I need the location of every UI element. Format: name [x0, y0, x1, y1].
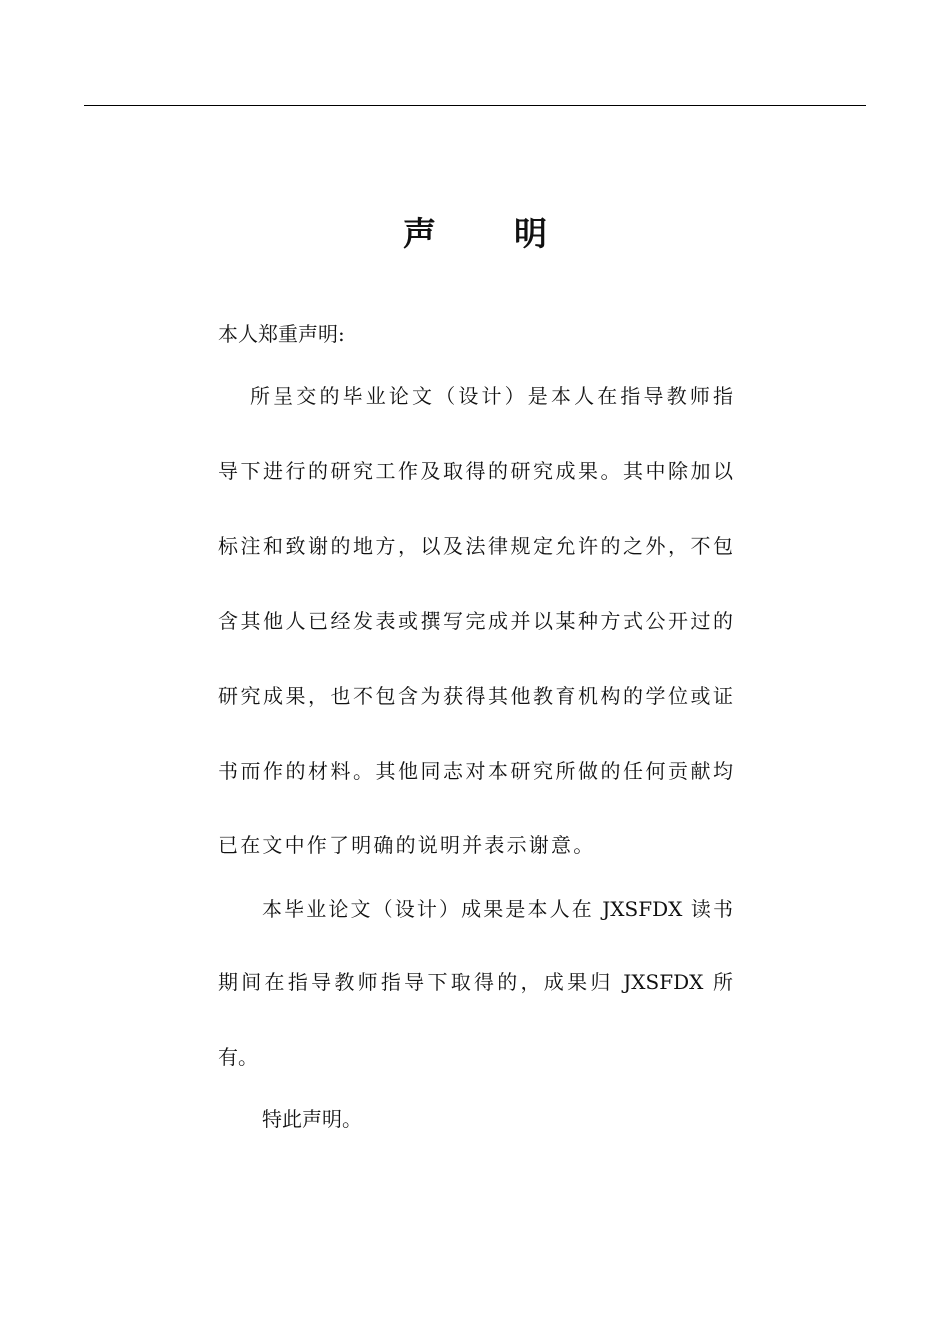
para1-line-5: 研究成果，也不包含为获得其他教育机构的学位或证 [218, 684, 733, 708]
para1-line-3: 标注和致谢的地方，以及法律规定允许的之外，不包 [218, 534, 733, 558]
page-title [0, 208, 950, 255]
para2-line-3: 有。 [218, 1045, 258, 1069]
closing-statement: 特此声明。 [262, 1107, 362, 1131]
para1-line-4: 含其他人已经发表或撰写完成并以某种方式公开过的 [218, 609, 733, 633]
para1-line-2: 导下进行的研究工作及取得的研究成果。其中除加以 [218, 459, 733, 483]
salutation: 本人郑重声明: [218, 322, 345, 346]
para1-line-1: 所呈交的毕业论文（设计）是本人在指导教师指 [250, 384, 733, 408]
header-rule [84, 105, 866, 106]
para2-line-1: 本毕业论文（设计）成果是本人在 JXSFDX 读书 [262, 897, 733, 921]
para2-line-2: 期间在指导教师指导下取得的，成果归 JXSFDX 所 [218, 970, 733, 994]
title-char-left: 声 [403, 214, 436, 253]
para1-line-6: 书而作的材料。其他同志对本研究所做的任何贡献均 [218, 759, 733, 783]
title-char-right: 明 [514, 214, 547, 253]
para1-line-7: 已在文中作了明确的说明并表示谢意。 [218, 833, 596, 857]
